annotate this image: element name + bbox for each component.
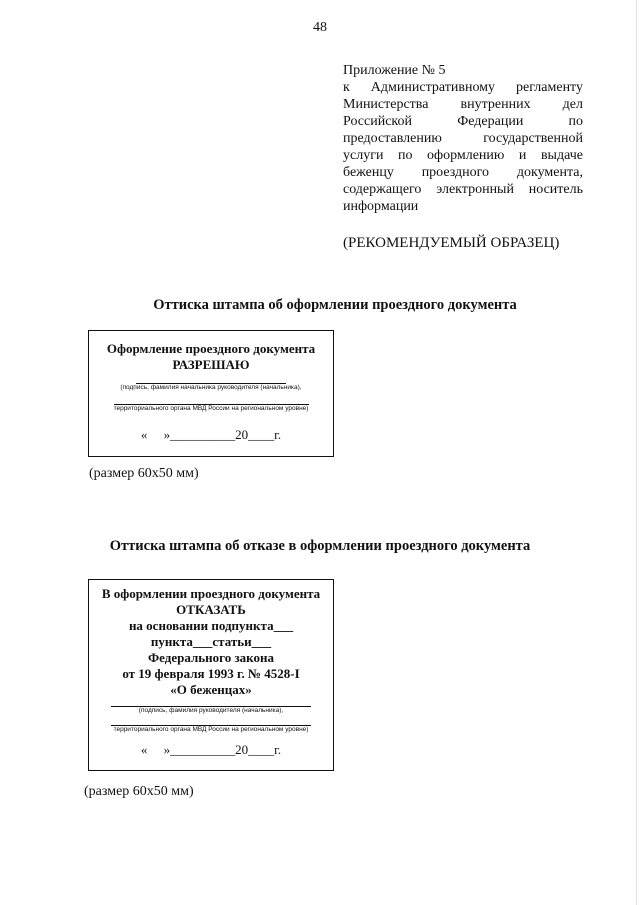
appendix-line: к Административному регламенту (343, 80, 583, 95)
appendix-header (343, 62, 583, 215)
stamp-line: Федерального закона (148, 650, 274, 665)
appendix-line: Российской Федерации по (343, 114, 583, 129)
date-line: « »__________20____г. (140, 742, 282, 757)
appendix-line: предоставлению государственной (343, 131, 583, 146)
stamp-decision: РАЗРЕШАЮ (172, 357, 250, 372)
approval-stamp-heading: Оттиска штампа об оформлении проездного документа (153, 297, 517, 313)
stamp-decision: ОТКАЗАТЬ (176, 602, 246, 617)
stamp-line: В оформлении проездного документа (101, 586, 321, 601)
appendix-title: Приложение № 5 (343, 63, 446, 78)
appendix-line: услуги по оформлению и выдаче (343, 148, 583, 163)
stamp-line: «О беженцах» (170, 682, 252, 697)
stamp-line: Оформление проездного документа (106, 341, 316, 356)
appendix-line: Министерства внутренних дел (343, 97, 583, 112)
refusal-stamp (88, 579, 334, 771)
org-caption: территориального органа МВД России на региональном уровне) (113, 726, 309, 733)
stamp-line: на основании подпункта___ (128, 618, 294, 633)
signature-caption: (подпись, фамилия начальника руководителя (начальника), (120, 384, 302, 391)
size-note: (размер 60х50 мм) (89, 466, 199, 481)
appendix-line: беженцу проездного документа, (343, 165, 583, 180)
org-caption: территориального органа МВД России на региональном уровне) (113, 405, 309, 412)
appendix-line: содержащего электронный носитель (343, 182, 583, 197)
page-number: 48 (313, 20, 327, 35)
date-line: « »__________20____г. (140, 427, 282, 442)
scan-edge (636, 0, 637, 905)
approval-stamp (88, 330, 334, 457)
signature-caption: (подпись, фамилия руководителя (начальника), (138, 707, 284, 714)
refusal-stamp-heading: Оттиска штампа об отказе в оформлении проездного документа (109, 538, 531, 554)
appendix-line: информации (343, 199, 419, 214)
stamp-line: от 19 февраля 1993 г. № 4528-I (122, 666, 300, 681)
size-note: (размер 60х50 мм) (84, 784, 194, 799)
stamp-line: пункта___статьи___ (150, 634, 272, 649)
recommended-sample-label: (РЕКОМЕНДУЕМЫЙ ОБРАЗЕЦ) (343, 235, 560, 251)
